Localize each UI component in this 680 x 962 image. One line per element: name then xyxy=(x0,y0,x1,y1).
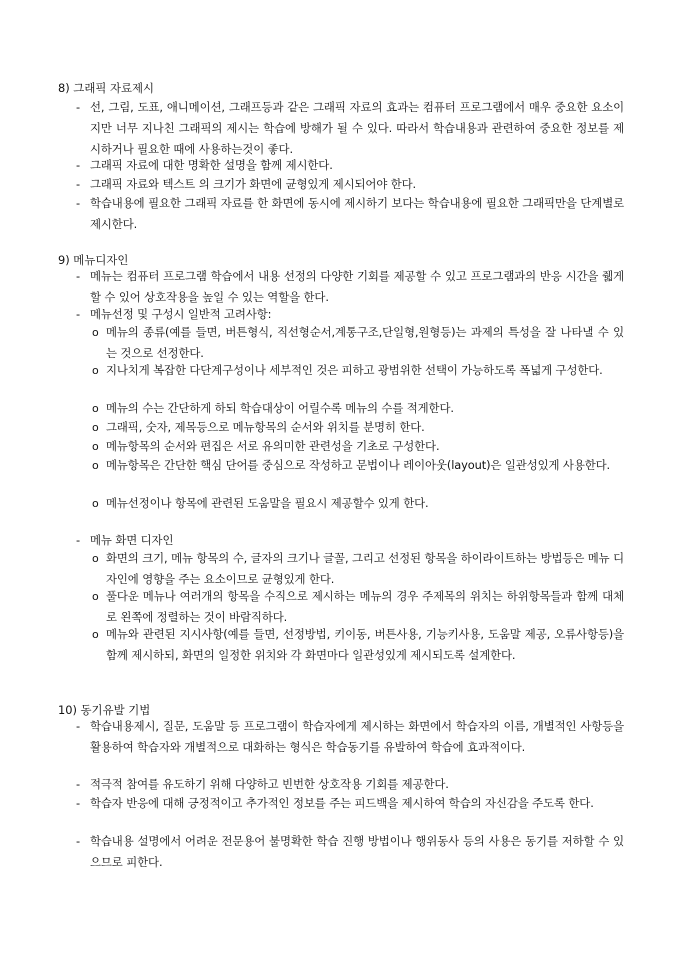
sub-list-item xyxy=(92,548,624,590)
sub-list-item xyxy=(92,360,624,381)
sub-list-item-text: 화면의 크기, 메뉴 항목의 수, 글자의 크기나 글꼴, 그리고 선정된 항목을 하이라이트하는 방법등은 메뉴 디자인에 영향을 주는 요소이므로 균형있게 한다. xyxy=(106,551,624,586)
dash-bullet: - xyxy=(76,307,81,321)
list-item-text: 선, 그림, 도표, 애니메이션, 그래프등과 같은 그래픽 자료의 효과는 컴퓨터 프로그램에서 매우 중요한 요소이지만 너무 지나친 그래픽의 제시는 학습에 방해가 될 수 있다. 따라서 학습내용과 관련하여 중요한 정보를 제시하거나 필요한 때에 사용하는것이 좋다. xyxy=(90,100,624,156)
list-item-text: 학습내용 설명에서 어려운 전문용어 불명확한 학습 진행 방법이나 행위동사 등의 사용은 동기를 저하할 수 있으므로 피한다. xyxy=(90,834,624,869)
circle-bullet: ο xyxy=(92,628,99,641)
sub-list-item-text: 메뉴항목은 간단한 핵심 단어를 중심으로 작성하고 문법이나 레이아웃(layout)은 일관성있게 사용한다. xyxy=(106,458,611,472)
sub-list-item xyxy=(92,436,624,457)
circle-bullet: ο xyxy=(92,421,99,434)
list-item-text: 적극적 참여를 유도하기 위해 다양하고 빈번한 상호작용 기회를 제공한다. xyxy=(90,777,449,791)
list-item xyxy=(76,774,624,795)
circle-bullet: ο xyxy=(92,590,99,603)
list-item-text: 학습내용제시, 질문, 도움말 등 프로그램이 학습자에게 제시하는 화면에서 학습자의 이름, 개별적인 사항등을 활용하여 학습자와 개별적으로 대화하는 형식은 학습동기를 유발하여 학습에 효과적이다. xyxy=(90,719,624,754)
sub-list-item xyxy=(92,624,624,666)
circle-bullet: ο xyxy=(92,552,99,565)
list-item-text: 학습내용에 필요한 그래픽 자료를 한 화면에 동시에 제시하기 보다는 학습내용에 필요한 그래픽만을 단계별로 제시한다. xyxy=(90,196,624,231)
section-heading-8: 8) 그래픽 자료제시 xyxy=(58,81,154,95)
circle-bullet: ο xyxy=(92,459,99,472)
sub-list-item xyxy=(92,455,624,476)
sub-list-item-text: 메뉴선정이나 항목에 관련된 도움말을 필요시 제공할수 있게 한다. xyxy=(106,496,429,510)
sub-list-item-text: 메뉴항목의 순서와 편집은 서로 유의미한 관련성을 기초로 구성한다. xyxy=(106,439,440,453)
sub-list-item xyxy=(92,493,624,514)
list-item xyxy=(76,174,624,195)
circle-bullet: ο xyxy=(92,440,99,453)
dash-bullet: - xyxy=(76,269,81,283)
sub-list-item-text: 풀다운 메뉴나 여러개의 항목을 수직으로 제시하는 메뉴의 경우 주제목의 위치는 하위항목들과 함께 대체로 왼쪽에 정렬하는 것이 바람직하다. xyxy=(106,589,624,624)
dash-bullet: - xyxy=(76,777,81,791)
circle-bullet: ο xyxy=(92,364,99,377)
circle-bullet: ο xyxy=(92,402,99,415)
dash-bullet: - xyxy=(76,158,81,172)
list-item-text: 그래픽 자료에 대한 명확한 설명을 함께 제시한다. xyxy=(90,158,333,172)
circle-bullet: ο xyxy=(92,326,99,339)
list-item xyxy=(76,793,624,814)
sub-list-item-text: 메뉴와 관련된 지시사항(예를 들면, 선정방법, 키이동, 버튼사용, 기능키사용, 도움말 제공, 오류사항등)을 함께 제시하되, 화면의 일정한 위치와 각 화면마다 일관성있게 제시되도록 설계한다. xyxy=(106,627,624,662)
sub-list-item-text: 지나치게 복잡한 다단계구성이나 세부적인 것은 피하고 광범위한 선택이 가능하도록 폭넓게 구성한다. xyxy=(106,363,603,377)
list-item xyxy=(76,831,624,873)
sub-list-item-text: 메뉴의 수는 간단하게 하되 학습대상이 어릴수록 메뉴의 수를 적게한다. xyxy=(106,401,454,415)
list-item-text: 학습자 반응에 대해 긍정적이고 추가적인 정보를 주는 피드백을 제시하여 학습의 자신감을 주도록 한다. xyxy=(90,796,594,810)
dash-bullet: - xyxy=(76,834,81,848)
sub-list-item xyxy=(92,322,624,364)
dash-bullet: - xyxy=(76,100,81,114)
section-heading-10: 10) 동기유발 기법 xyxy=(58,703,151,717)
circle-bullet: ο xyxy=(92,497,99,510)
list-item-text: 그래픽 자료와 텍스트 의 크기가 화면에 균형있게 제시되어야 한다. xyxy=(90,177,417,191)
section-heading-9: 9) 메뉴디자인 xyxy=(58,253,129,267)
list-item xyxy=(76,97,624,160)
list-item-text: 메뉴는 컴퓨터 프로그램 학습에서 내용 선정의 다양한 기회를 제공할 수 있고 프로그램과의 반응 시간을 줿게할 수 있어 상호작용을 높일 수 있는 역할을 한다. xyxy=(90,269,624,304)
list-item xyxy=(76,193,624,235)
dash-bullet: - xyxy=(76,196,81,210)
dash-bullet: - xyxy=(76,177,81,191)
list-item-text: 메뉴 화면 디자인 xyxy=(90,533,174,547)
dash-bullet: - xyxy=(76,796,81,810)
sub-list-item-text: 메뉴의 종류(예를 들면, 버튼형식, 직선형순서,계통구조,단일형,원형등)는 과제의 특성을 잘 나타낼 수 있는 것으로 선정한다. xyxy=(106,325,624,360)
sub-list-item xyxy=(92,417,624,438)
list-item xyxy=(76,155,624,176)
sub-list-item xyxy=(92,398,624,419)
dash-bullet: - xyxy=(76,719,81,733)
dash-bullet: - xyxy=(76,533,81,547)
list-item xyxy=(76,716,624,758)
list-item xyxy=(76,266,624,308)
list-item-text: 메뉴선정 및 구성시 일반적 고려사항: xyxy=(90,307,272,321)
sub-list-item xyxy=(92,586,624,628)
sub-list-item-text: 그래픽, 숫자, 제목등으로 메뉴항목의 순서와 위치를 분명히 한다. xyxy=(106,420,425,434)
